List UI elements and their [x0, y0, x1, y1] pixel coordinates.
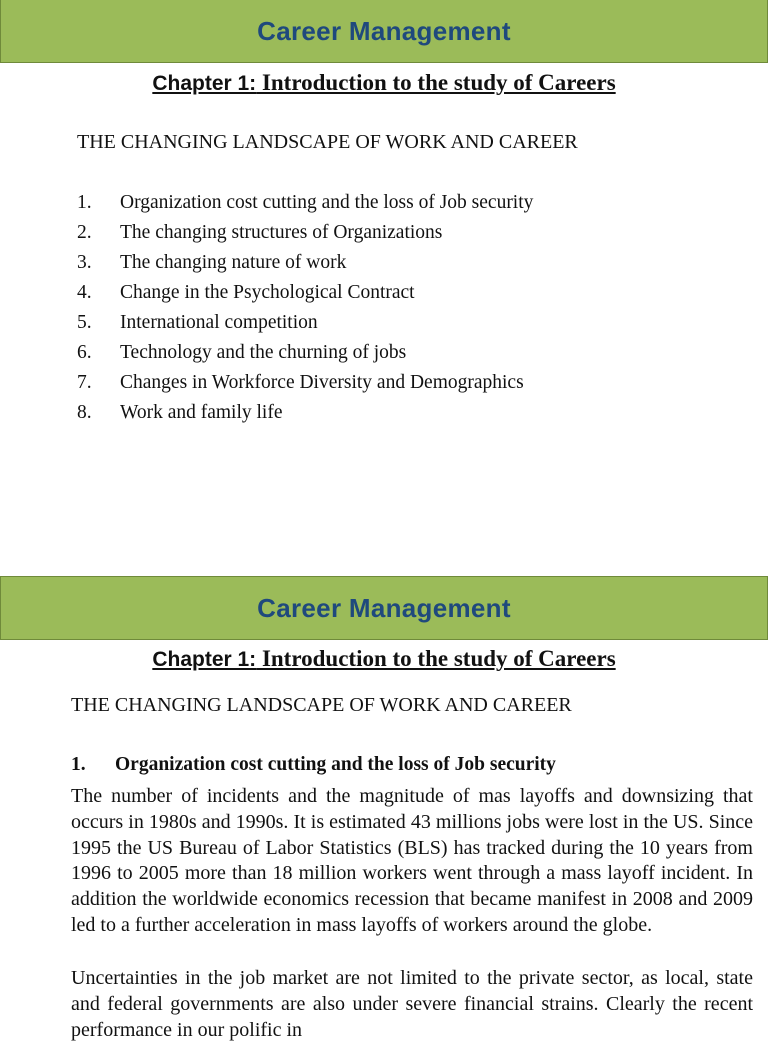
list-item-text: International competition: [120, 312, 318, 333]
chapter-rest: Introduction to the study of Careers: [256, 646, 616, 671]
list-item-text: Organization cost cutting and the loss of Job security: [120, 192, 534, 213]
point-heading: [71, 754, 556, 776]
list-item-number: 1.: [77, 192, 92, 213]
slide-1-subtitle: THE CHANGING LANDSCAPE OF WORK AND CAREER: [77, 131, 578, 153]
point-title: Organization cost cutting and the loss of Job security: [115, 754, 556, 775]
slide-2-header-title: Career Management: [257, 592, 511, 623]
slide-2-chapter-title: [0, 646, 768, 672]
chapter-prefix: Chapter 1:: [152, 648, 257, 671]
list-item-text: Work and family life: [120, 402, 283, 423]
point-number: 1.: [71, 754, 86, 775]
list-item-number: 3.: [77, 252, 92, 273]
chapter-rest: Introduction to the study of Careers: [256, 70, 616, 95]
list-item-number: 7.: [77, 372, 92, 393]
list-item-number: 4.: [77, 282, 92, 303]
list-item-number: 5.: [77, 312, 92, 333]
slide-2: [0, 576, 768, 1041]
list-item: [77, 308, 533, 338]
list-item-text: The changing nature of work: [120, 252, 347, 273]
slide-1-header-bar: [0, 0, 768, 63]
list-item: [77, 278, 533, 308]
list-item-number: 8.: [77, 402, 92, 423]
slide-2-subtitle: THE CHANGING LANDSCAPE OF WORK AND CAREER: [71, 694, 572, 716]
slide-2-header-bar: [0, 576, 768, 640]
list-item-text: Technology and the churning of jobs: [120, 342, 407, 363]
list-item: [77, 398, 533, 428]
list-item: [77, 218, 533, 248]
slide-1-header-title: Career Management: [257, 15, 511, 46]
list-item: [77, 248, 533, 278]
slide-1-chapter-title: [0, 70, 768, 96]
list-item-number: 6.: [77, 342, 92, 363]
list-item-text: The changing structures of Organizations: [120, 222, 443, 243]
list-item: [77, 188, 533, 218]
list-item: [77, 368, 533, 398]
list-item-number: 2.: [77, 222, 92, 243]
chapter-prefix: Chapter 1:: [152, 72, 257, 95]
body-paragraph: The number of incidents and the magnitude of mas layoffs and downsizing that occurs in 1980s and 1990s. It is estimated 43 millions jobs were lost in the US. Since 1995 the US Bureau of Labor Statistics (BLS) has tracked during the 10 years from 1996 to 2005 more than 18 million workers went through a mass layoff incident. In addition the worldwide economics recession that became manifest in 2008 and 2009 led to a further acceleration in mass layoffs of workers around the globe.: [71, 785, 753, 936]
list-item: [77, 338, 533, 368]
topic-list: [77, 188, 533, 428]
list-item-text: Changes in Workforce Diversity and Demographics: [120, 372, 524, 393]
list-item-text: Change in the Psychological Contract: [120, 282, 415, 303]
body-paragraph: Uncertainties in the job market are not limited to the private sector, as local, state and federal governments are also under severe financial strains. Clearly the recent performance in our polific in: [71, 967, 753, 1041]
